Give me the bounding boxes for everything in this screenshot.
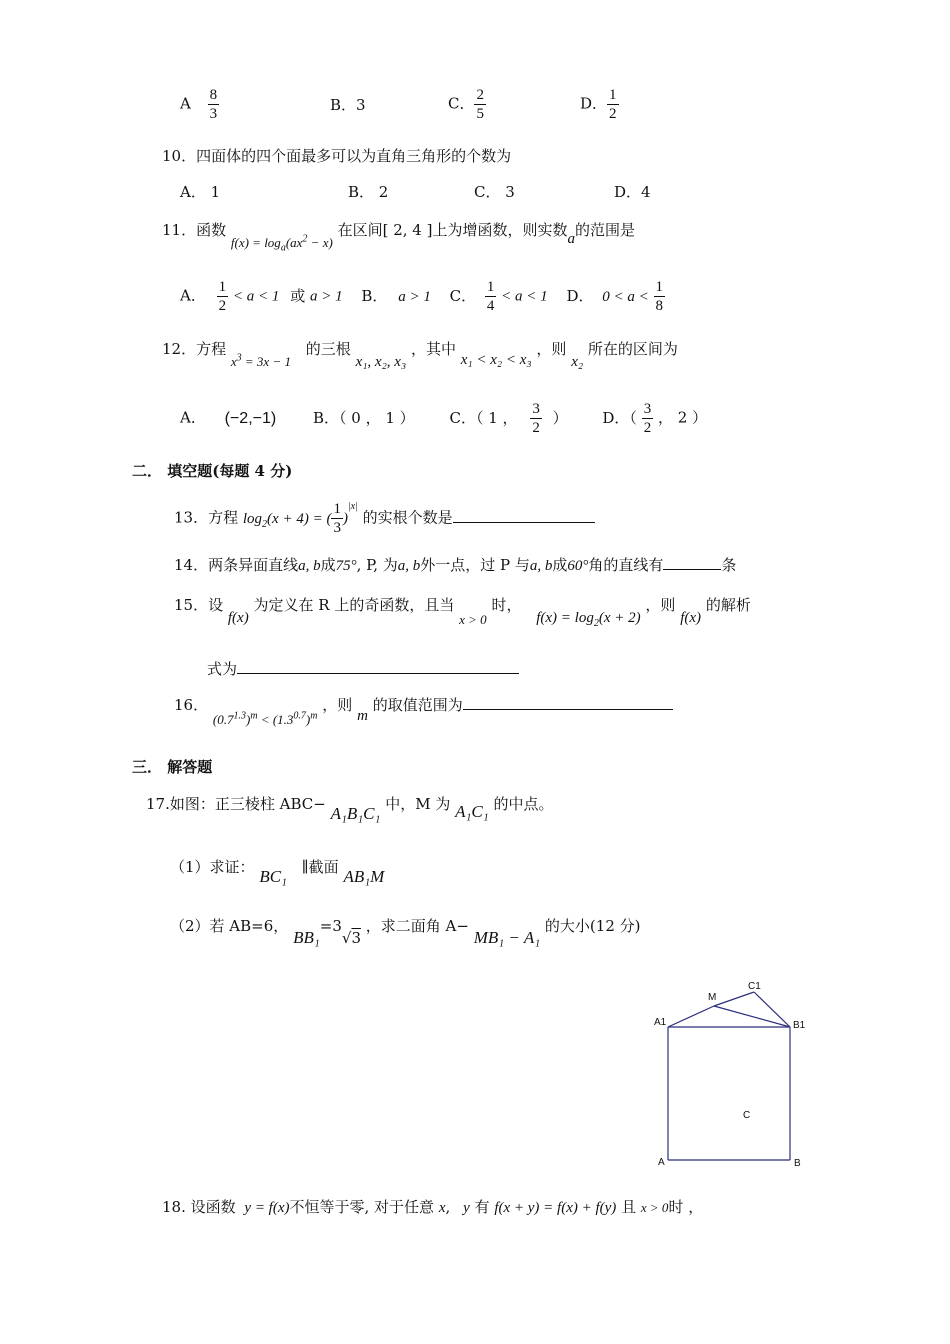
edge-a1-m [668,1006,714,1027]
q13-equation: $\log_2(x + 4)$ = ( [242,510,332,530]
label-c: C [743,1110,751,1121]
q11-option-c-fraction: $\frac{1}{4}$ [486,279,495,314]
section-3-title: 三． 解答题 [132,758,213,776]
q17-part1: （1）求证： BC₁ ∥截面 AB₁M [170,858,385,886]
q11-option-a-label: A． [180,286,206,305]
q16-answer-blank[interactable] [463,695,673,710]
q12-options: A． (−2,−1) B．（ 0 ， 1 ） C．（ 1 ， $\frac{3}{2}$ ） D．（ $\frac{3}{2}$ ， 2 ） [180,401,708,436]
prism-edges [668,992,790,1160]
q9-option-b: B．3 [330,96,366,114]
q11-option-b-label: B． [361,286,388,305]
q12-equation: $x^3 = 3x - 1$ [230,352,291,369]
q15-answer-blank[interactable] [237,659,519,674]
label-b: B [794,1158,801,1169]
label-a: A [658,1157,665,1168]
q13-stem: 13．方程 $\log_2(x + 4)$ = ( $\frac{1}{3}$ )$^{|x|}$ 的实根个数是 [174,500,595,537]
q9-options [180,86,219,123]
q11-option-c-label: C． [449,286,477,305]
q10-option-d: D．4 [614,183,651,201]
q10-option-c: C． 3 [474,183,515,201]
prism-figure [640,975,820,1175]
q11-options: A． $\frac{1}{2}$ < a < 1 或 a > 1 B． a > 1 C． $\frac{1}{4}$ < a < 1 D． 0 < a < $\frac{1}{8}$ [180,279,664,314]
q17-stem: 17.如图：正三棱柱 ABC− A₁B₁C₁ 中，M 为 A₁C₁ 的中点。 [146,795,554,823]
q9-option-a-label: A [180,94,191,113]
q11-stem: 11．函数 $f(x) = \log_a(ax^2 - x)$ 在区间[ 2, 4 ]上为增函数，则实数a的范围是 [162,221,635,254]
q12-option-a: (−2,−1) [224,409,277,427]
q16-stem: 16． $(0.7^{1.3})^m < (1.3^{0.7})^m$ ，则 m 的取值范围为 [174,694,673,715]
edge-m-c1 [714,992,754,1006]
q9-option-c: C． $\frac{2}{5}$ [448,87,484,122]
label-c1: C1 [748,981,761,992]
q12-option-d-fraction: $\frac{3}{2}$ [643,401,652,436]
q16-inequality: $(0.7^{1.3})^m < (1.3^{0.7})^m$ [212,710,318,727]
q12-option-c-label: C．（ 1 ， [449,408,518,427]
section-2-title: 二． 填空题(每题 4 分) [132,462,293,480]
q9-option-d: D． $\frac{1}{2}$ [580,87,617,122]
q10-option-a: A． 1 [180,183,221,201]
q17-sqrt: √3 [341,929,361,947]
q11-option-d-label: D． [566,286,594,305]
label-b1: B1 [793,1020,806,1031]
q17-part2: （2）若 AB=6， BB₁=3√3 ，求二面角 A− MB₁ − A₁ 的大小(12 分) [170,917,641,947]
q15-stem: 15．设 f(x) 为定义在 R 上的奇函数，且当 x > 0 时， $f(x) = \log_2(x + 2)$ ，则 f(x) 的解析 [174,596,751,629]
q9-option-d-fraction: $\frac{1}{2}$ [609,87,617,122]
q11-option-d-fraction: $\frac{1}{8}$ [655,279,664,314]
label-a1: A1 [654,1017,667,1028]
q14-answer-blank[interactable] [663,555,721,570]
q13-fraction: $\frac{1}{3}$ [333,501,341,536]
q11-function: $f(x) = \log_a(ax^2 - x)$ [230,233,333,254]
q12-option-b: B．（ 0 ， 1 ） [313,408,415,427]
q12-stem: 12．方程 $x^3 = 3x - 1$ 的三根 x₁, x₂, x₃ ，其中 x₁ < x₂ < x₃ ，则 x₂ 所在的区间为 [162,340,678,370]
q9-option-a-fraction: $\frac{8}{3}$ [209,87,218,122]
q10-option-b: B． 2 [348,183,389,201]
q14-stem: 14．两条异面直线a, b成75°, P, 为a, b外一点，过 P 与a, b成60°角的直线有 条 [174,556,737,574]
q11-option-a-fraction: $\frac{1}{2}$ [218,279,227,314]
q9-option-c-fraction: $\frac{2}{5}$ [476,87,484,122]
label-m: M [708,992,717,1003]
q15-equation: $f(x) = \log_2(x + 2)$ [536,610,641,629]
q18-stem: 18. 设函数 y = f(x)不恒等于零, 对于任意 x, y 有 f(x + y) = f(x) + f(y) 且 x > 0时 ， [162,1198,704,1216]
q13-answer-blank[interactable] [453,508,595,523]
q12-option-d-label: D．（ [602,408,637,427]
q10-stem: 10．四面体的四个面最多可以为直角三角形的个数为 [162,147,512,165]
q15-line2: 式为 [207,658,519,679]
q12-option-c-fraction: $\frac{3}{2}$ [532,401,540,436]
